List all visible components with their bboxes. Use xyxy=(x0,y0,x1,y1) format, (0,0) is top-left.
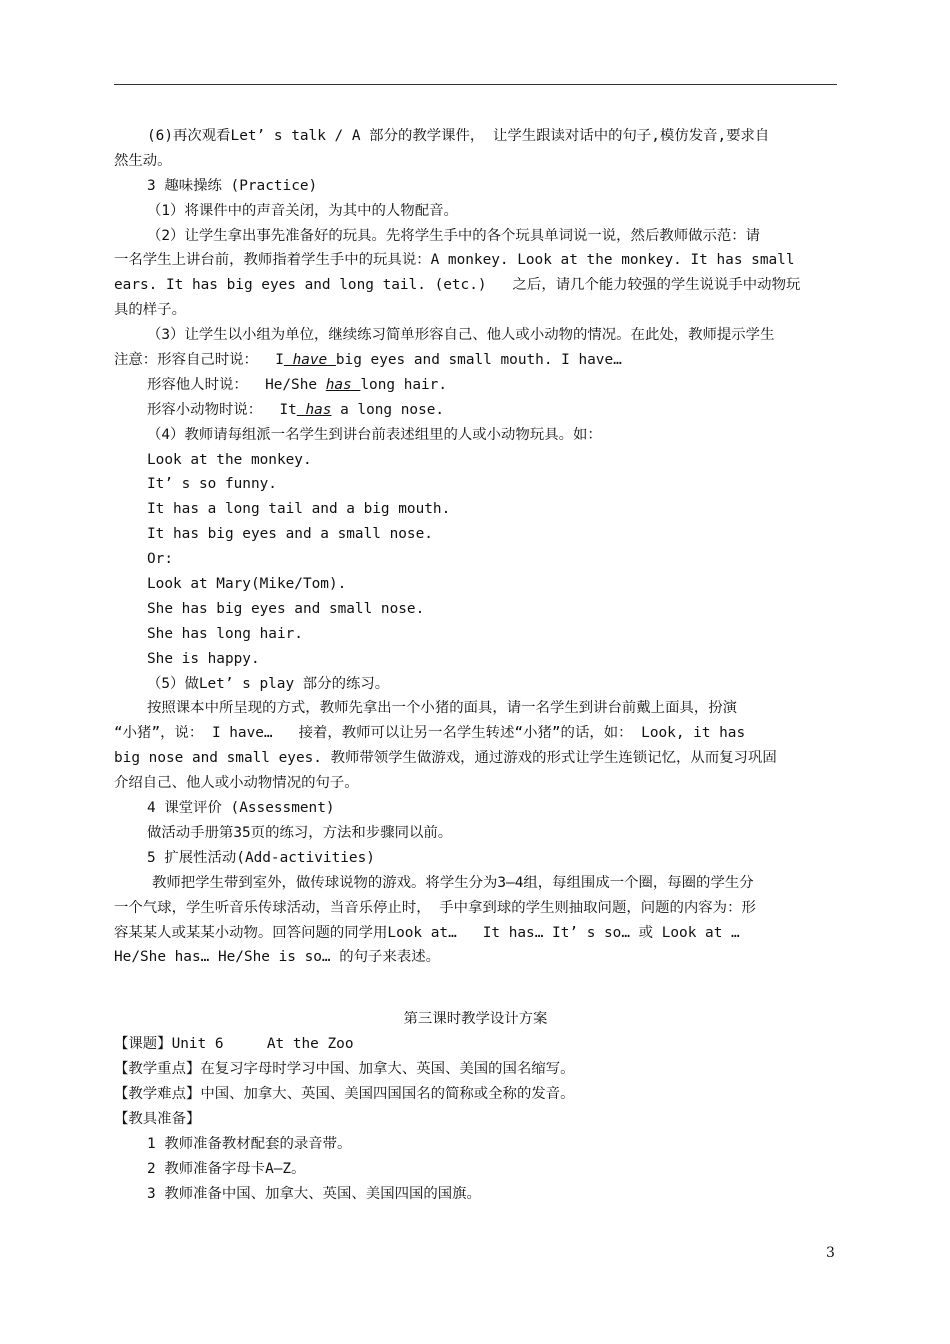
header-rule xyxy=(114,84,837,85)
paragraph: (6)再次观看Let’ s talk / A 部分的教学课件， 让学生跟读对话中的句子,模仿发音,要求自 xyxy=(147,128,770,144)
document-body xyxy=(114,124,837,1206)
example-line: It’ s so funny. xyxy=(147,476,277,493)
paragraph: （4）教师请每组派一名学生到讲台前表述组里的人或小动物玩具。如： xyxy=(147,426,602,443)
underlined-answer: has xyxy=(325,376,361,393)
text-run: big eyes and small mouth. I have… xyxy=(335,352,622,369)
lesson-topic: 【课题】Unit 6 At the Zoo xyxy=(114,1036,354,1053)
example-line: She has long hair. xyxy=(147,625,303,642)
paragraph: 然生动。 xyxy=(114,152,172,169)
text-run: 形容他人时说： He/She xyxy=(147,376,326,393)
paragraph: big nose and small eyes. 教师带领学生做游戏，通过游戏的形式让学生连锁记忆，从而复习巩固 xyxy=(114,750,777,767)
paragraph: 介绍自己、他人或小动物情况的句子。 xyxy=(114,775,359,792)
paragraph: 一个气球，学生听音乐传球活动，当音乐停止时， 手中拿到球的学生则抽取问题，问题的内容为：形 xyxy=(114,899,756,916)
example-line: Look at Mary(Mike/Tom). xyxy=(147,576,347,593)
paragraph xyxy=(114,398,837,423)
example-line: She has big eyes and small nose. xyxy=(147,600,425,617)
paragraph: “小猪”，说： I have… 接着，教师可以让另一名学生转述“小猪”的话，如： Look, it has xyxy=(114,725,746,742)
underlined-answer: have xyxy=(283,352,336,369)
paragraph: ears. It has big eyes and long tail. (etc.) 之后，请几个能力较强的学生说说手中动物玩 xyxy=(114,277,801,294)
paragraph: （3）让学生以小组为单位，继续练习简单形容自己、他人或小动物的情况。在此处，教师提示学生 xyxy=(147,327,775,344)
lesson-title: 第三课时教学设计方案 xyxy=(403,1011,548,1028)
example-line: Or: xyxy=(147,551,173,568)
section-heading: 4 课堂评价 (Assessment) xyxy=(147,800,335,817)
spacer xyxy=(114,970,837,1007)
underlined-answer: has xyxy=(296,401,332,418)
paragraph: （1）将课件中的声音关闭，为其中的人物配音。 xyxy=(147,202,458,219)
example-line: It has a long tail and a big mouth. xyxy=(147,501,451,518)
text-run: a long nose. xyxy=(331,401,445,418)
paragraph xyxy=(114,348,837,373)
section-heading: 3 趣味操练 (Practice) xyxy=(147,177,318,194)
lesson-key-points: 【教学重点】在复习字母时学习中国、加拿大、英国、美国的国名缩写。 xyxy=(114,1061,575,1078)
paragraph: 教师把学生带到室外，做传球说物的游戏。将学生分为3—4组，每组围成一个圈，每圈的学生分 xyxy=(152,874,754,891)
paragraph xyxy=(114,373,837,398)
example-line: She is happy. xyxy=(147,650,260,667)
paragraph: He/She has… He/She is so… 的句子来表述。 xyxy=(114,949,440,966)
paragraph: （5）做Let’ s play 部分的练习。 xyxy=(147,675,390,692)
text-run: 注意：形容自己时说： I xyxy=(114,352,284,369)
lesson-tools-heading: 【教具准备】 xyxy=(114,1110,201,1127)
lesson-difficulty: 【教学难点】中国、加拿大、英国、美国四国国名的简称或全称的发音。 xyxy=(114,1085,575,1102)
paragraph: 具的样子。 xyxy=(114,302,186,319)
page-number: 3 xyxy=(826,1245,835,1261)
list-item: 3 教师准备中国、加拿大、英国、美国四国的国旗。 xyxy=(147,1185,481,1202)
text-run: 形容小动物时说： It xyxy=(147,401,297,418)
list-item: 2 教师准备字母卡A—Z。 xyxy=(147,1160,306,1177)
paragraph: （2）让学生拿出事先准备好的玩具。先将学生手中的各个玩具单词说一说，然后教师做示范：请 xyxy=(147,227,761,244)
paragraph: 一名学生上讲台前，教师指着学生手中的玩具说：A monkey. Look at the monkey. It has small xyxy=(114,252,795,269)
text-run: long hair. xyxy=(360,376,448,393)
paragraph: 做活动手册第35页的练习，方法和步骤同以前。 xyxy=(147,824,453,841)
section-heading: 5 扩展性活动(Add-activities) xyxy=(147,849,375,866)
example-line: It has big eyes and a small nose. xyxy=(147,526,433,543)
paragraph: 容某某人或某某小动物。回答问题的同学用Look at… It has… It’ s so… 或 Look at … xyxy=(114,924,740,941)
list-item: 1 教师准备教材配套的录音带。 xyxy=(147,1135,352,1152)
example-line: Look at the monkey. xyxy=(147,451,312,468)
paragraph: 按照课本中所呈现的方式，教师先拿出一个小猪的面具，请一名学生到讲台前戴上面具，扮演 xyxy=(147,700,738,717)
